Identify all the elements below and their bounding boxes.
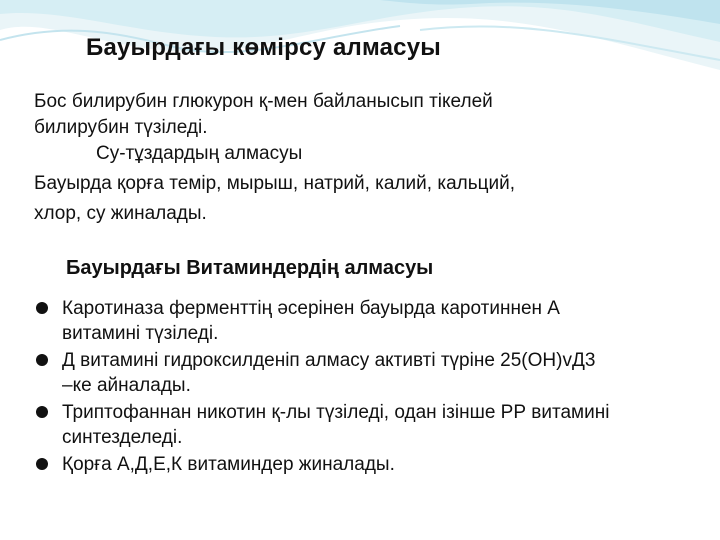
list-item-text: Қорға А,Д,Е,К витаминдер жиналады. (62, 454, 395, 475)
paragraph-line: Бос билирубин глюкурон қ-мен байланысып тікелей (34, 91, 493, 112)
list-item (34, 296, 720, 346)
bullet-dot-icon (36, 406, 48, 418)
slide-title: Бауырдағы көмірсу алмасуы (86, 34, 441, 61)
list-item-text: –ке айналады. (62, 375, 191, 396)
list-item-text: Д витамині гидроксилденіп алмасу активті түріне 25(ОН)vД3 (62, 350, 596, 371)
bullet-list (34, 296, 720, 479)
bullet-dot-icon (36, 458, 48, 470)
list-item (34, 400, 720, 450)
list-item (34, 452, 720, 477)
bullet-dot-icon (36, 354, 48, 366)
list-item-text: витамині түзіледі. (62, 323, 219, 344)
list-item-text: Триптофаннан никотин қ-лы түзіледі, одан ізінше РР витамині (62, 402, 610, 423)
list-item-text: синтезделеді. (62, 427, 183, 448)
section-subtitle: Бауырдағы Витаминдердің алмасуы (66, 257, 434, 279)
section-heading-water-salt: Су-тұздардың алмасуы (96, 143, 303, 164)
paragraph-line: Бауырда қорға темір, мырыш, натрий, калий, кальций, (34, 173, 516, 194)
paragraph-line: хлор, су жиналады. (34, 203, 207, 224)
list-item-text: Каротиназа ферменттің әсерінен бауырда каротиннен А (62, 298, 560, 319)
bullet-dot-icon (36, 302, 48, 314)
paragraph-line: билирубин түзіледі. (34, 117, 208, 138)
list-item (34, 348, 720, 398)
